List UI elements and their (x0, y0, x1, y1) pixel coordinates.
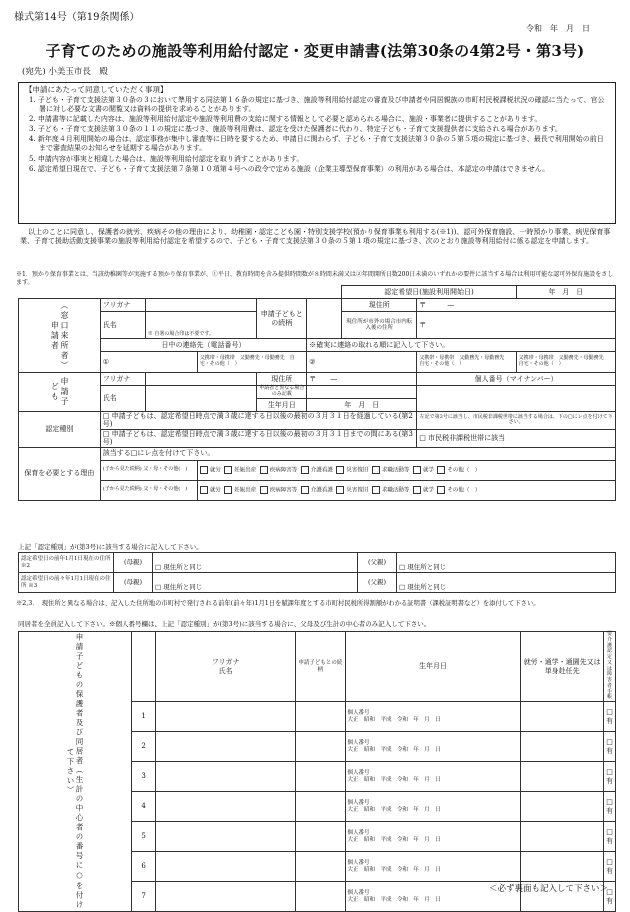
dob-field[interactable]: 個人番号 大正 昭和 平成 令和 年 月 日 (345, 822, 521, 852)
dob-field[interactable]: 個人番号 大正 昭和 平成 令和 年 月 日 (345, 732, 521, 762)
bottom-note: ＜必ず裏面も記入して下さい＞ (488, 884, 608, 894)
checkbox[interactable] (260, 486, 268, 494)
note-1: ※1．預かり保育事業とは、当該幼稚園等が実施する預かり保育事業が、①平日、教育時間を含み提供時間数が８時間未満又は②年間開所日数200日未満のいずれかの要件に該当する場合は利用可能な認可外保育施設をさします。 (16, 271, 614, 286)
page-title: 子育てのための施設等利用給付認定・変更申請書(法第30条の4第2号・第3号) (45, 42, 585, 60)
mother-address-1[interactable]: □ 現住所と同じ (153, 553, 358, 573)
dob-field[interactable]: 個人番号 大正 昭和 平成 令和 年 月 日 (345, 792, 521, 822)
reason-instruction: 該当する□にレ点を付けて下さい。 (100, 447, 615, 460)
relation-field[interactable] (296, 732, 345, 762)
child-mynumber-field[interactable] (417, 386, 616, 412)
mother-label: (母親) (114, 553, 153, 573)
contact-1[interactable]: ① (100, 352, 197, 373)
row-number[interactable]: 7 (132, 882, 156, 912)
dob-field[interactable]: 個人番号 大正 昭和 平成 令和 年 月 日 (345, 882, 521, 912)
relation-field[interactable] (296, 702, 345, 732)
checkbox[interactable] (260, 466, 268, 474)
checkbox[interactable] (336, 466, 344, 474)
note-3: ※2,3． 現住所と異なる場合は、記入した住所地の市町村で発行される前年(前々年)1月1日を賦課年度とする市町村民税所得割額がわかる証明書（課税証明書など）を添付して下さい。 (16, 600, 540, 607)
applicant-address-label: 現住所 (342, 299, 417, 312)
cert-option-2[interactable]: □ 申請子どもは、認定希望日時点で満３歳に達する日以後の最初の３月３１日を経過している(第2号) (100, 412, 417, 430)
dob-field[interactable]: 個人番号 大正 昭和 平成 令和 年 月 日 (345, 762, 521, 792)
consent-box (18, 82, 616, 224)
consent-item-3: 3. 子ども・子育て支援法第３０条の１１の規定に基づき、施設等利用費は、認定を受けた保護者に代わり、特定子ども・子育て支援提供者に支給される場合があります。 (29, 125, 563, 134)
child-dob-label: 生年月日 (257, 399, 307, 412)
date-line: 令和 年 月 日 (526, 24, 590, 33)
checkbox[interactable] (301, 486, 309, 494)
consent-heading: 【申請にあたって同意していただく事項】 (25, 85, 168, 94)
child-mynumber-label: 個人番号（マイナンバー） (417, 373, 616, 386)
applicant-furigana-label: フリガナ (100, 299, 145, 312)
row-number[interactable]: 2 (132, 732, 156, 762)
checkbox[interactable] (437, 466, 445, 474)
checkbox[interactable] (372, 466, 380, 474)
desired-date-label: 認定希望日(施設利用開始日) (342, 286, 516, 299)
dob-field[interactable]: 個人番号 大正 昭和 平成 令和 年 月 日 (345, 702, 521, 732)
checkbox[interactable] (200, 466, 208, 474)
checkbox[interactable] (224, 486, 232, 494)
household-side-label: 申請子どもの保護者及び同居者（生計の中心者の番号に○を付けて下さい） (19, 632, 132, 912)
care-checkbox[interactable]: □有 (604, 882, 616, 912)
household-heading: 同居者を全員記入して下さい。※個人番号欄は、上記「認定種別」が(第3号)に該当する場合に、父母及び生計の中心者のみ記入して下さい。 (18, 620, 431, 628)
consent-item-5: 5. 申請内容が事実と相違した場合は、施設等利用給付認定を取り消すことがあります。 (29, 154, 304, 163)
row-number[interactable]: 3 (132, 762, 156, 792)
consent-paragraph: 以上のことに同意し、保護者の就労、疾病その他の理由により、幼稚園・認定こども園・特別支援学校(預かり保育事業も利用する(※1))、認可外保育施設、一時預かり事業、病児保育事業、子育て援助活動支援事業の施設等利用給付認定を希望するので、子ども・子育て支援法第３０条の５第１項の規定に基づき、次のとおり施設等利用給付に係る認定を申請します。 (20, 228, 611, 246)
father-label: (父親) (358, 553, 397, 573)
checkbox[interactable] (372, 486, 380, 494)
applicant-moved-label: 現住所が市外の場合市内転入後の住所 (342, 312, 417, 339)
father-address-1[interactable]: □ 現住所と同じ (397, 553, 616, 573)
work-field[interactable] (521, 852, 604, 882)
care-checkbox[interactable]: □有 (604, 732, 616, 762)
relation-field[interactable] (296, 882, 345, 912)
applicant-name-label: 氏名 (100, 312, 145, 339)
work-field[interactable] (521, 702, 604, 732)
contact-3-type[interactable]: 父携帯・母携帯 父勤務先・母勤務先 自宅・その他（ ） (516, 352, 615, 373)
child-furigana-field[interactable] (145, 373, 257, 386)
cert-option-3[interactable]: □ 申請子どもは、認定希望日時点で満３歳に達する日以後の最初の３月３１日までの間にある(第3号) (100, 429, 417, 447)
cert-side-note: 左記で第3号に該当し、市民税非課税世帯に該当する場合は、下の□にレ点を付けて下さい。 (417, 412, 616, 430)
checkbox[interactable] (200, 486, 208, 494)
contact-2[interactable]: ② (307, 352, 417, 373)
name-field[interactable] (156, 792, 296, 822)
reason-row-2-label[interactable]: (子から見た続柄) 父・母・その他( ) (100, 480, 197, 500)
consent-item-1: 1. 子ども・子育て支援法第３０条の３において準用する同法第１６条の規定に基づき、施設等利用給付認定の審査及び申請者や同居親族の市町村民税課税状況の確認に当たって、官公署に対し必要な文書の閲覧又は資料の提供を求めることがあります。 (29, 96, 605, 114)
applicant-section-label: （窓口来所者）申請者 (19, 299, 101, 373)
cert-side-option[interactable]: □ 市民税非課税世帯に該当 (417, 429, 616, 447)
child-name-field[interactable] (145, 386, 257, 412)
consent-item-4: 4. 新年度４月利用開始の場合は、認定事務が集中し審査等に日時を要するため、申請日に関わらず、子ども・子育て支援法第３０条の５第５項の規定に基づき、最長で利用開始の前日まで審査結果のお知らせを延期する場合があります。 (29, 135, 604, 153)
household-col-name: フリガナ 氏名 (156, 632, 296, 702)
applicant-furigana-field[interactable] (145, 299, 257, 312)
care-checkbox[interactable]: □有 (604, 822, 616, 852)
checkbox[interactable] (413, 486, 421, 494)
consent-item-6: 6. 認定希望日現在で、子ども・子育て支援法第７条第１０項第４号への政令で定める施設（企業主導型保育事業）の利用がある場合は、本認定の申請はできません。 (29, 164, 550, 173)
prior-address-2-label: 認定希望日の前々年1月1日現在の住所 ※3 (19, 573, 114, 593)
applicant-name-note[interactable]: ※ 自署の場合印は不要です。 (145, 312, 257, 339)
mother-address-2[interactable]: □ 現住所と同じ (153, 573, 358, 593)
household-col-work: 就労・通学・通園先又は単身赴任先 (521, 632, 604, 702)
child-dob-value[interactable]: 年 月 日 (307, 399, 417, 412)
cert-type-label: 認定種別 (19, 412, 101, 448)
application-table (18, 285, 616, 501)
name-field[interactable] (156, 732, 296, 762)
reason-row-2-options[interactable]: 就労 妊娠出産 疾病障害等 介護看護 災害復旧 求職活動等 就学 その他（ ） (197, 480, 615, 500)
work-field[interactable] (521, 792, 604, 822)
name-field[interactable] (156, 762, 296, 792)
prior-address-table (18, 552, 616, 593)
child-postal[interactable]: 〒 — (307, 373, 417, 386)
reason-label: 保育を必要とする理由 (19, 447, 101, 500)
household-col-relation: 申請子どもとの続柄 (296, 632, 345, 702)
desired-date-value[interactable]: 年 月 日 (516, 286, 615, 299)
household-table (18, 631, 616, 912)
row-number[interactable]: 5 (132, 822, 156, 852)
contact-type-2: 父携帯・母携帯 父勤務先・母勤務先 自宅・その他（ ） (417, 352, 516, 373)
care-checkbox[interactable]: □有 (604, 702, 616, 732)
care-checkbox[interactable]: □有 (604, 792, 616, 822)
relation-field[interactable] (296, 792, 345, 822)
name-field[interactable] (156, 852, 296, 882)
form-number: 様式第14号（第19条関係） (14, 12, 140, 23)
reason-row-1-label[interactable]: (子から見た続柄) 父・母・その他( ) (100, 460, 197, 480)
checkbox[interactable] (437, 486, 445, 494)
child-name-label: 氏名 (100, 386, 145, 412)
relation-field[interactable] (296, 762, 345, 792)
checkbox[interactable] (301, 466, 309, 474)
address-section-heading: 上記「認定種別」が(第3号)に該当する場合に記入して下さい。 (18, 543, 203, 551)
household-col-care: 要介護認定又は障害者手帳 (604, 632, 616, 702)
addressee: (宛先) 小美玉市長 殿 (22, 67, 108, 77)
care-checkbox[interactable]: □有 (604, 852, 616, 882)
father-address-2[interactable]: □ 現住所と同じ (397, 573, 616, 593)
reason-row-1-options[interactable]: 就労 妊娠出産 疾病障害等 介護看護 災害復旧 求職活動等 就学 その他（ ） (197, 460, 615, 480)
checkbox[interactable] (413, 466, 421, 474)
dob-field[interactable]: 個人番号 大正 昭和 平成 令和 年 月 日 (345, 852, 521, 882)
name-field[interactable] (156, 702, 296, 732)
applicant-postal[interactable]: 〒 — (417, 299, 616, 312)
child-address-label: 現住所 (257, 373, 307, 386)
child-address-note: 申請者と異なる場合のみ記載 (257, 386, 307, 399)
child-section-label: 申請子ども (19, 373, 101, 412)
row-number[interactable]: 1 (132, 702, 156, 732)
contact-type-1: 父携帯・母携帯 父勤務先・母勤務先 自宅・その他（ ） (197, 352, 307, 373)
contact-note: ※確実に連絡の取れる順に記入して下さい。 (307, 339, 616, 352)
mother-label: (母親) (114, 573, 153, 593)
relation-field[interactable] (296, 852, 345, 882)
child-furigana-label: フリガナ (100, 373, 145, 386)
name-field[interactable] (156, 882, 296, 912)
household-col-dob: 生年月日 (345, 632, 521, 702)
work-field[interactable] (521, 822, 604, 852)
work-field[interactable] (521, 762, 604, 792)
applicant-relation-field[interactable] (307, 299, 342, 339)
row-number[interactable]: 4 (132, 792, 156, 822)
care-checkbox[interactable]: □有 (604, 762, 616, 792)
row-number[interactable]: 6 (132, 852, 156, 882)
contact-label: 日中の連絡先（電話番号） (100, 339, 307, 352)
applicant-postal-2[interactable]: 〒 (417, 312, 616, 339)
father-label: (父親) (358, 573, 397, 593)
consent-item-2: 2. 申請書等に記載した内容は、施設等利用給付認定や施設等利用費の支給に関する情報として必要と認められる場合に、施設・事業者に提供することがあります。 (29, 115, 542, 124)
checkbox[interactable] (224, 466, 232, 474)
name-field[interactable] (156, 822, 296, 852)
work-field[interactable] (521, 732, 604, 762)
prior-address-1-label: 認定希望日の前年1月1日現在の住所 ※2 (19, 553, 114, 573)
relation-field[interactable] (296, 822, 345, 852)
checkbox[interactable] (336, 486, 344, 494)
applicant-relation-label: 申請子どもとの続柄 (257, 299, 307, 339)
